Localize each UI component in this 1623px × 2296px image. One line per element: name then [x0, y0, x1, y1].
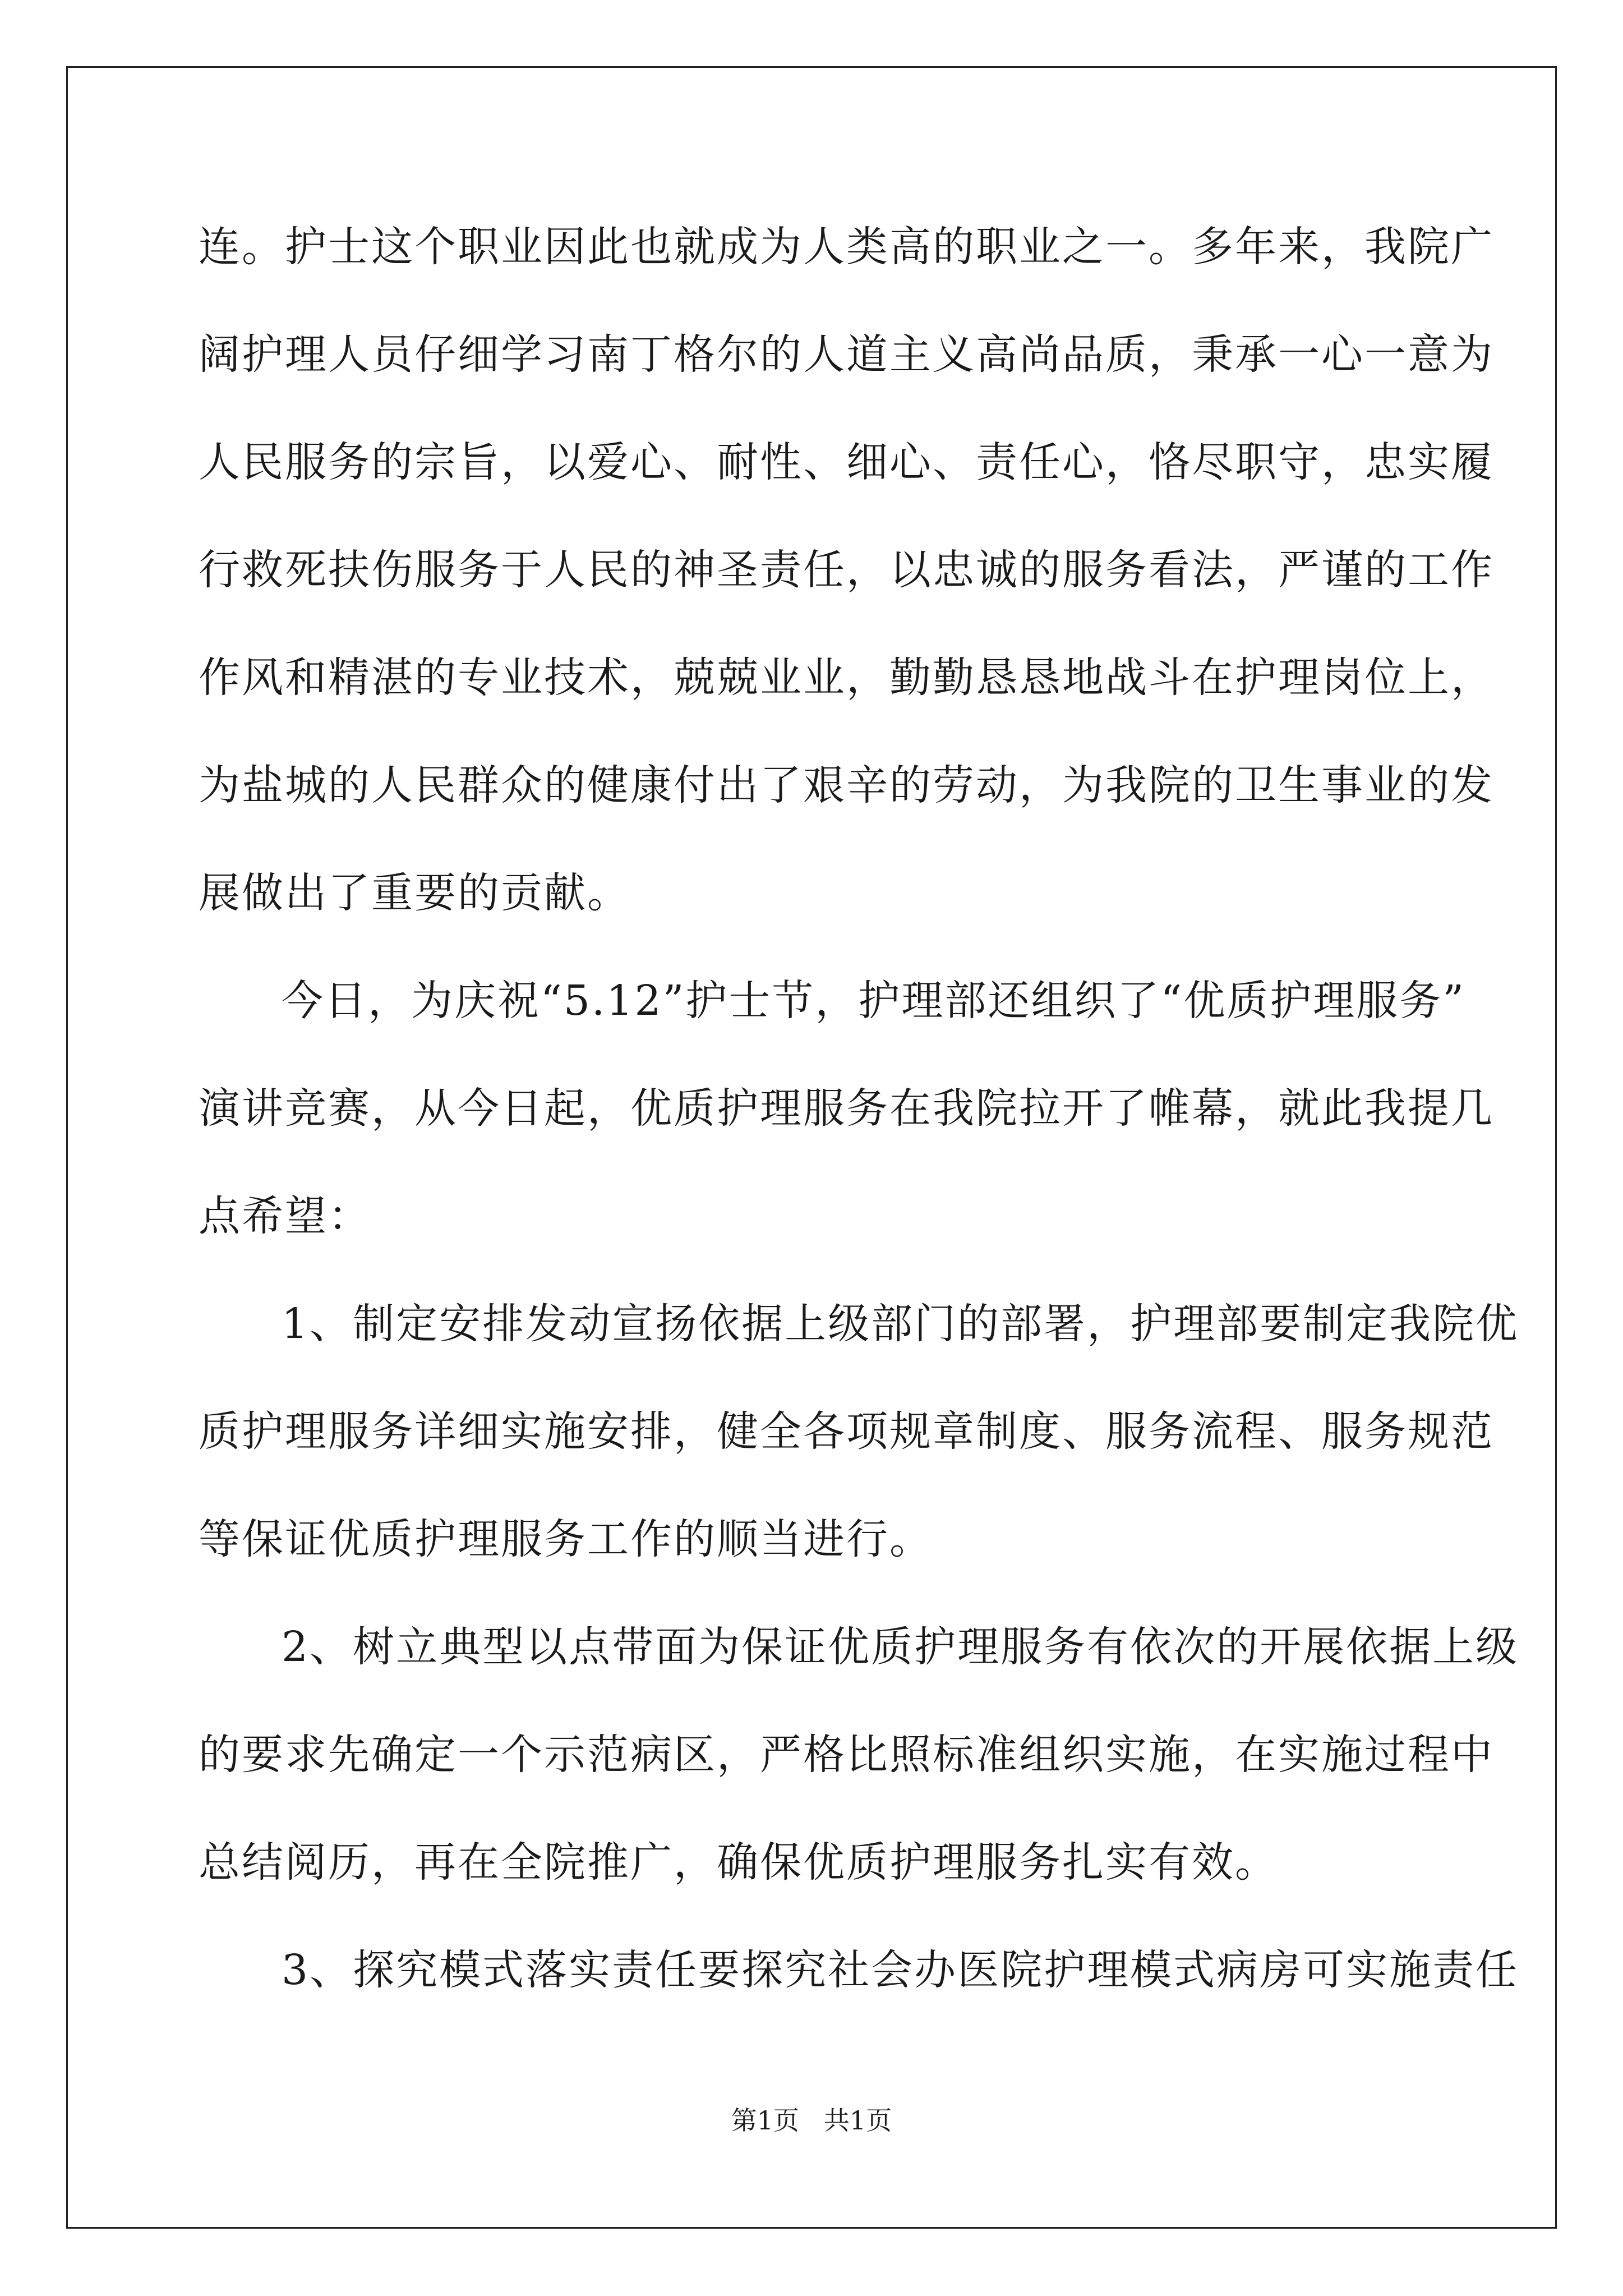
text-line: 的要求先确定一个示范病区，严格比照标准组织实施，在实施过程中 — [199, 1731, 1494, 1779]
text-line: 点希望： — [199, 1192, 371, 1240]
text-line: 演讲竞赛，从今日起，优质护理服务在我院拉开了帷幕，就此我提几 — [199, 1084, 1494, 1133]
paragraph-start-line: 1、制定安排发动宣扬依据上级部门的部署，护理部要制定我院优 — [282, 1300, 1519, 1348]
document-body — [199, 220, 1519, 2051]
text-line: 作风和精湛的专业技术，兢兢业业，勤勤恳恳地战斗在护理岗位上， — [199, 654, 1494, 702]
text-line: 阔护理人员仔细学习南丁格尔的人道主义高尚品质，秉承一心一意为 — [199, 330, 1494, 379]
paragraph-start-line: 3、探究模式落实责任要探究社会办医院护理模式病房可实施责任 — [282, 1946, 1519, 1994]
page-number-footer: 第1页 共1页 — [731, 2105, 892, 2136]
paragraph-start-line: 2、树立典型以点带面为保证优质护理服务有依次的开展依据上级 — [282, 1623, 1519, 1671]
text-line: 展做出了重要的贡献。 — [199, 869, 630, 917]
text-line: 连。护士这个职业因此也就成为人类高的职业之一。多年来，我院广 — [199, 223, 1494, 271]
text-line: 为盐城的人民群众的健康付出了艰辛的劳动，为我院的卫生事业的发 — [199, 761, 1494, 809]
paragraph-start-line: 今日，为庆祝“5.12”护士节，护理部还组织了“优质护理服务” — [282, 977, 1466, 1025]
text-line: 人民服务的宗旨，以爱心、耐性、细心、责任心，恪尽职守，忠实履 — [199, 438, 1494, 486]
text-line: 等保证优质护理服务工作的顺当进行。 — [199, 1515, 933, 1563]
text-line: 质护理服务详细实施安排，健全各项规章制度、服务流程、服务规范 — [199, 1407, 1494, 1456]
text-line: 总结阅历，再在全院推广，确保优质护理服务扎实有效。 — [199, 1838, 1278, 1887]
text-line: 行救死扶伤服务于人民的神圣责任，以忠诚的服务看法，严谨的工作 — [199, 546, 1494, 594]
